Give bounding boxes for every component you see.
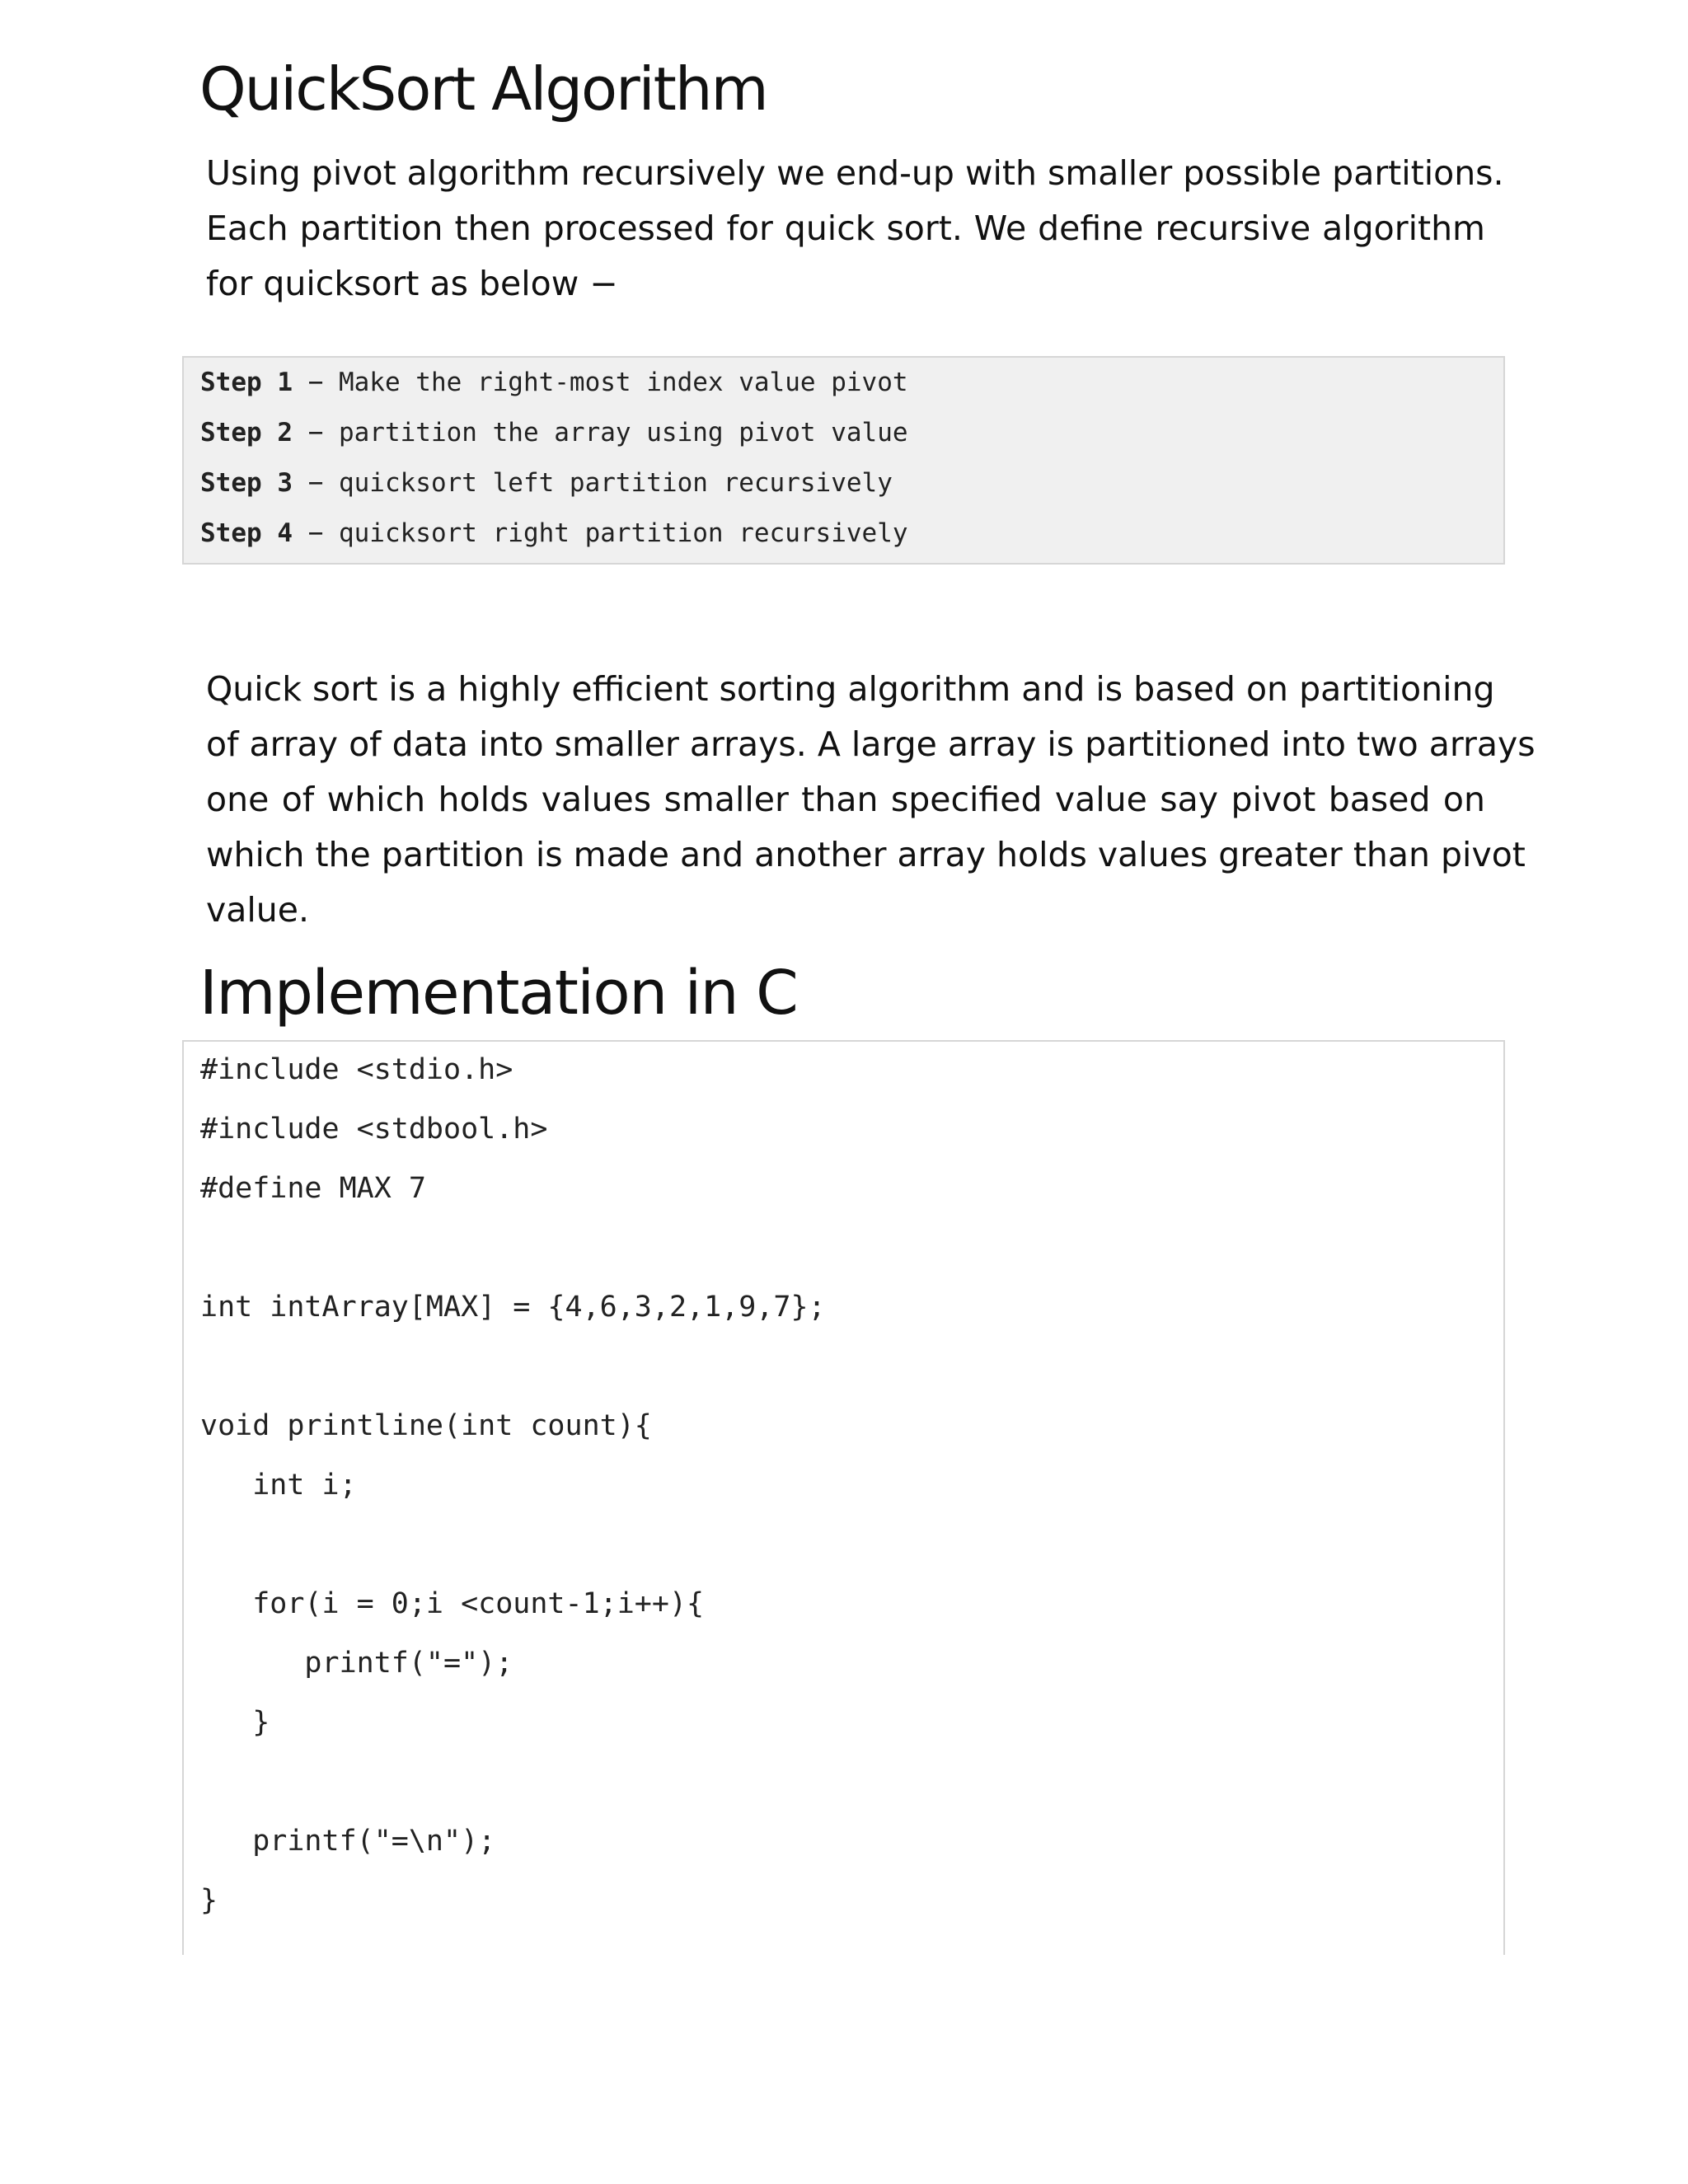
description-line: Quick sort is a highly efficient sorting algorithm and is based on partitioning [206, 669, 1495, 709]
code-line: } [200, 1884, 218, 1917]
code-line: void printline(int count){ [200, 1409, 652, 1442]
code-line: int i; [200, 1469, 357, 1502]
code-line: #define MAX 7 [200, 1172, 426, 1205]
description-line: of array of data into smaller arrays. A large array is partitioned into two arrays [206, 724, 1536, 764]
intro-line: Using pivot algorithm recursively we end-up with smaller possible partitions. [206, 153, 1504, 193]
step-text: − Make the right-most index value pivot [292, 368, 908, 397]
step-label: Step 2 [200, 418, 293, 448]
step-line [200, 468, 893, 498]
description-line: which the partition is made and another array holds values greater than pivot [206, 835, 1526, 874]
code-line: for(i = 0;i <count-1;i++){ [200, 1587, 705, 1620]
c-code-block [182, 1040, 1505, 1955]
step-label: Step 1 [200, 368, 293, 397]
code-line: printf("="); [200, 1647, 513, 1680]
code-line: } [200, 1706, 270, 1739]
description-line: one of which holds values smaller than specified value say pivot based on [206, 780, 1485, 819]
code-line: printf("=\n"); [200, 1825, 496, 1858]
steps-code-block [182, 356, 1505, 565]
intro-line: Each partition then processed for quick sort. We define recursive algorithm [206, 209, 1485, 248]
step-label: Step 4 [200, 518, 293, 548]
description-paragraph [206, 662, 1536, 938]
intro-paragraph [206, 146, 1504, 312]
step-text: − quicksort left partition recursively [292, 468, 893, 498]
page-title: QuickSort Algorithm [199, 54, 767, 124]
step-line [200, 518, 908, 548]
step-text: − partition the array using pivot value [292, 418, 908, 448]
implementation-heading: Implementation in C [199, 958, 798, 1029]
step-label: Step 3 [200, 468, 293, 498]
code-line: int intArray[MAX] = {4,6,3,2,1,9,7}; [200, 1291, 826, 1324]
step-line [200, 368, 908, 397]
intro-line: for quicksort as below − [206, 264, 618, 303]
step-line [200, 418, 908, 448]
code-line: #include <stdbool.h> [200, 1113, 548, 1146]
description-line: value. [206, 890, 310, 930]
code-line: #include <stdio.h> [200, 1053, 513, 1086]
step-text: − quicksort right partition recursively [292, 518, 908, 548]
